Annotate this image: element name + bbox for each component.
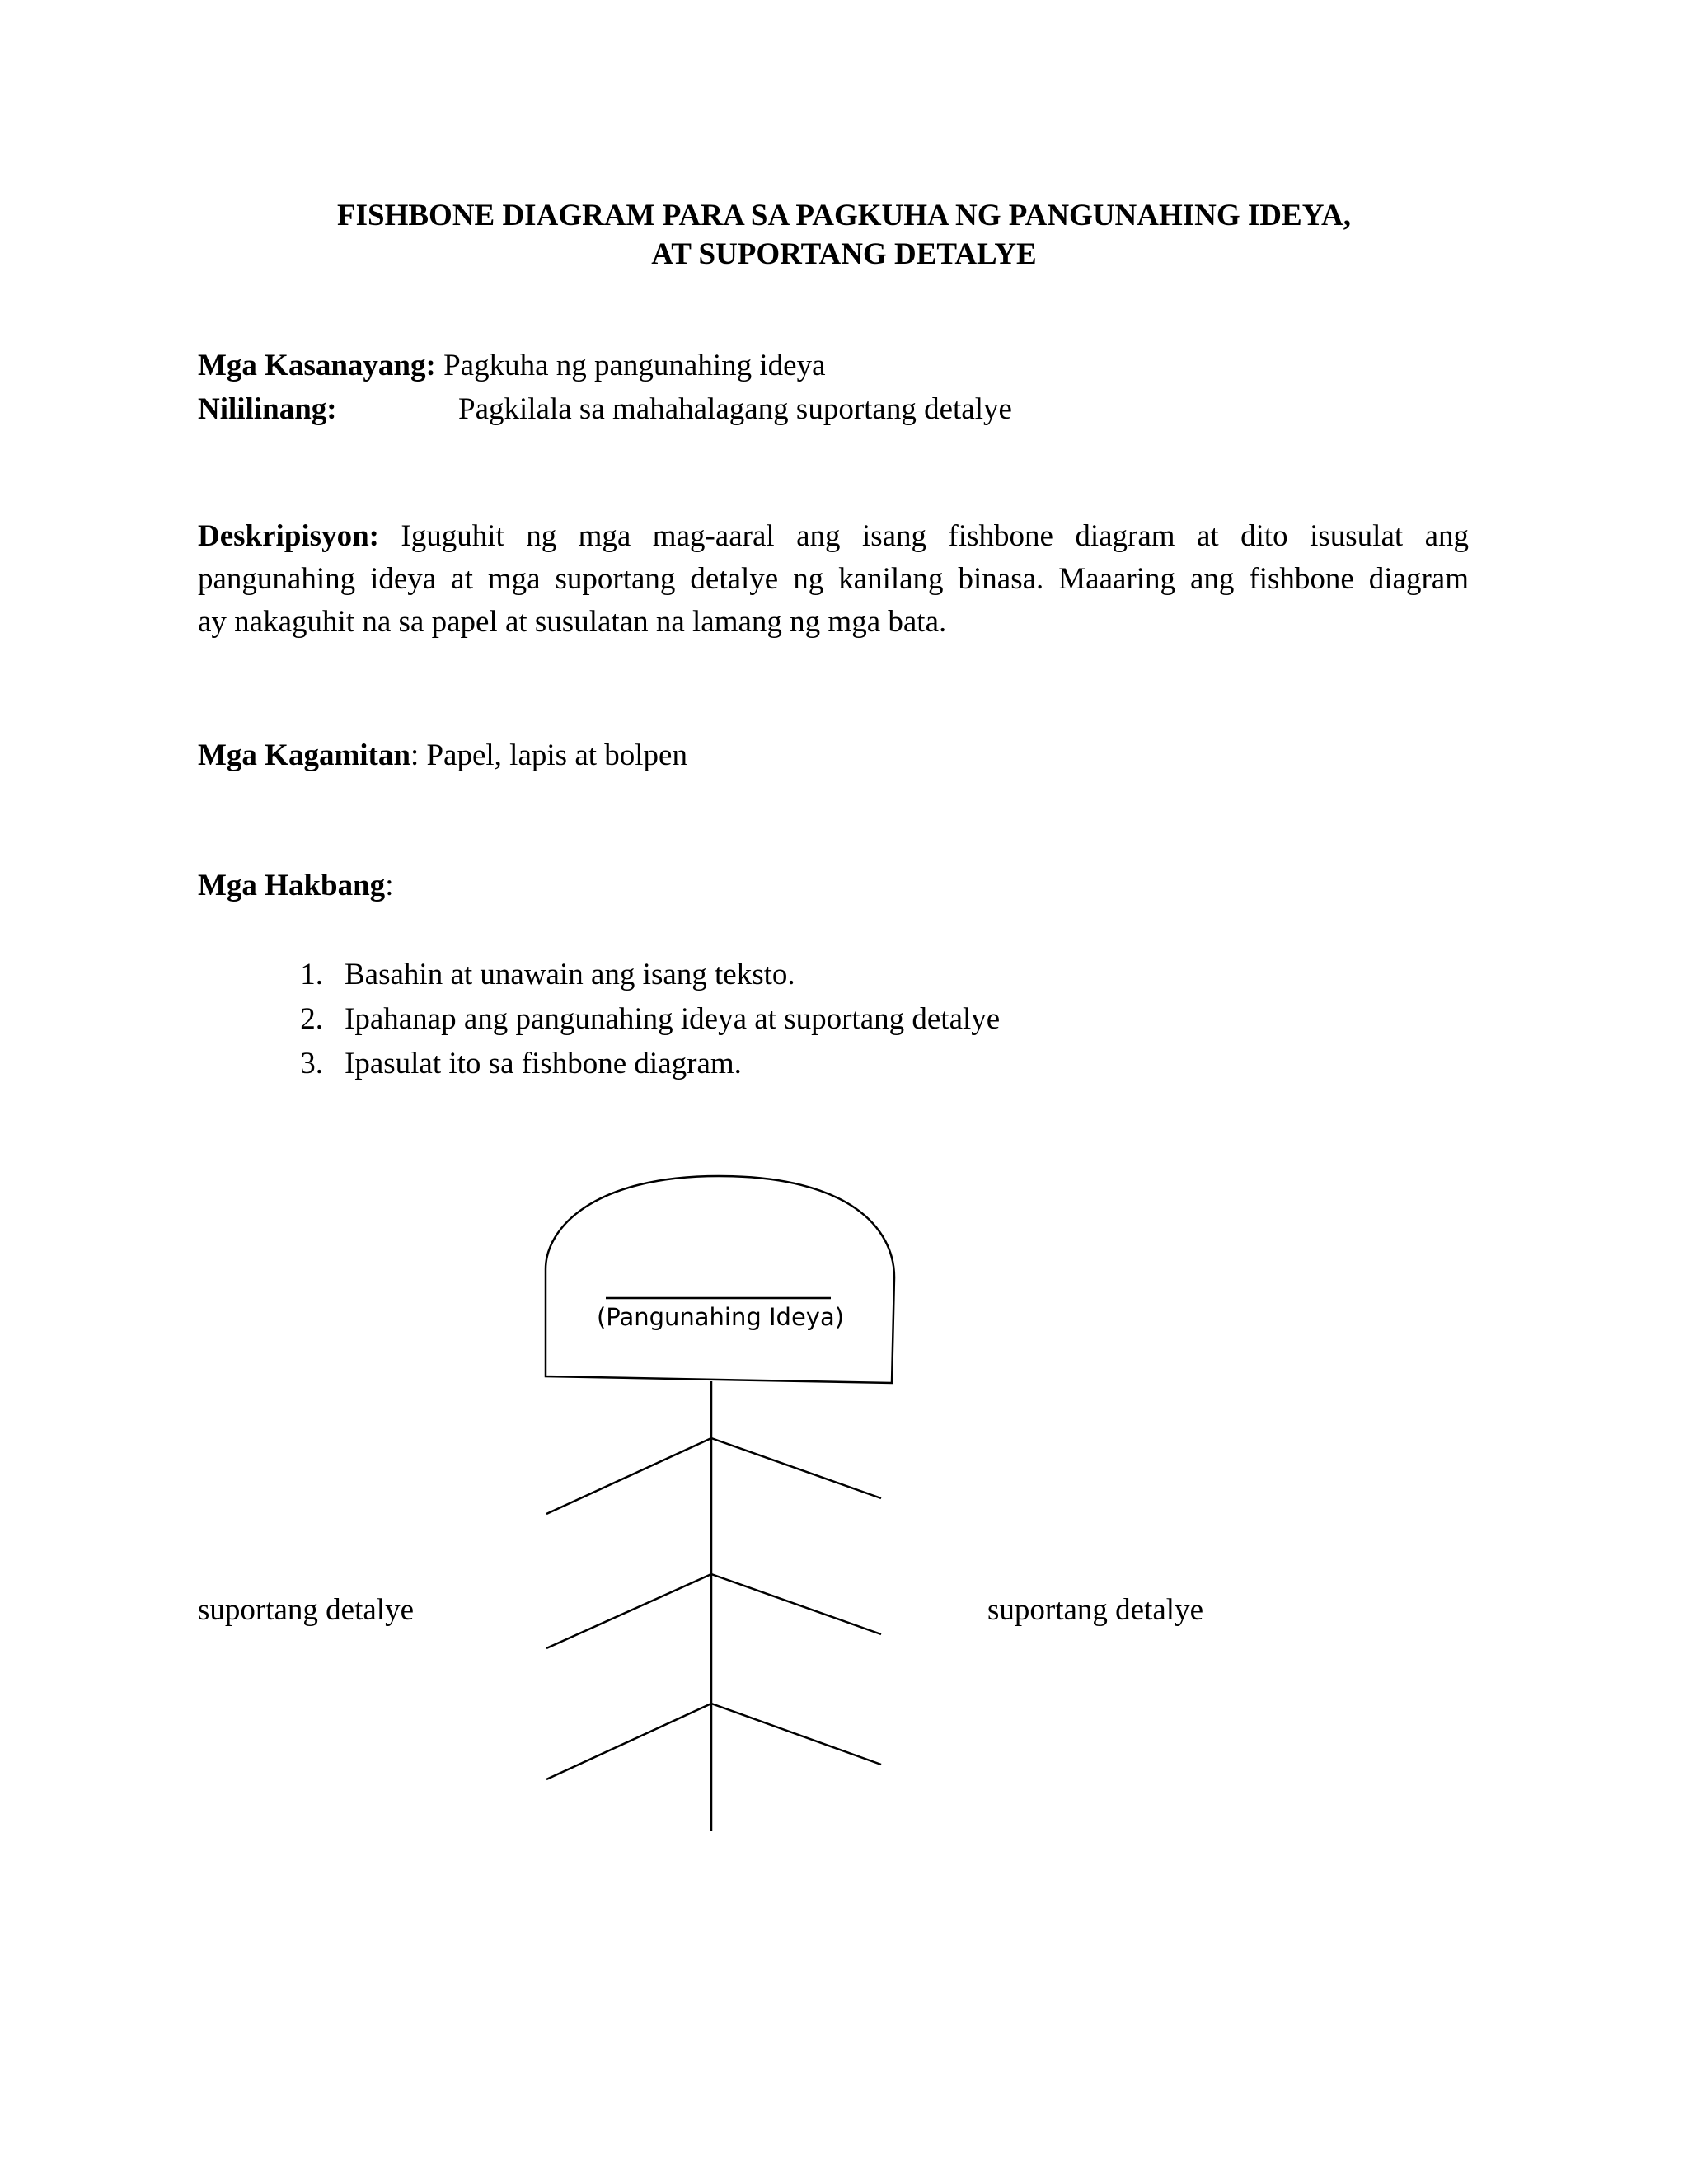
- bone-right-3: [711, 1704, 881, 1765]
- developed-label: Nililinang:: [198, 392, 337, 426]
- bone-left-1: [546, 1438, 711, 1514]
- description-label: Deskripisyon:: [198, 519, 379, 553]
- steps-colon: :: [385, 869, 394, 902]
- steps-label: Mga Hakbang: [198, 869, 386, 902]
- description-line-3: ay nakaguhit na sa papel at susulatan na lamang ng mga bata.: [198, 605, 947, 639]
- main-idea-label: (Pangunahing Ideya): [596, 1303, 845, 1331]
- fish-head-shape: [546, 1176, 894, 1383]
- description-line-1: Deskripisyon: Iguguhit ng mga mag-aaral ang isang fishbone diagram at dito isusulat ang: [198, 519, 1470, 553]
- skills-value: Pagkuha ng pangunahing ideya: [443, 349, 826, 382]
- list-item: 3. Ipasulat ito sa fishbone diagram.: [300, 1047, 742, 1080]
- materials-label: Mga Kagamitan: [198, 738, 410, 772]
- materials-value: : Papel, lapis at bolpen: [410, 738, 687, 772]
- left-detail-label: suportang detalye: [198, 1593, 414, 1627]
- right-detail-label: suportang detalye: [987, 1593, 1203, 1627]
- bone-right-2: [711, 1574, 881, 1634]
- skills-label: Mga Kasanayang:: [198, 349, 436, 382]
- list-item: 2. Ipahanap ang pangunahing ideya at suportang detalye: [300, 1002, 1001, 1036]
- bone-right-1: [711, 1438, 881, 1498]
- bone-left-2: [546, 1574, 711, 1648]
- document-title-line-2: AT SUPORTANG DETALYE: [651, 237, 1037, 271]
- document-title-line-1: FISHBONE DIAGRAM PARA SA PAGKUHA NG PANGUNAHING IDEYA,: [337, 199, 1351, 232]
- list-item: 1. Basahin at unawain ang isang teksto.: [300, 958, 795, 991]
- developed-value: Pagkilala sa mahahalagang suportang detalye: [458, 392, 1012, 426]
- bone-left-3: [546, 1704, 711, 1779]
- description-line-2: pangunahing ideya at mga suportang detalye ng kanilang binasa. Maaaring ang fishbone diagram: [198, 562, 1469, 596]
